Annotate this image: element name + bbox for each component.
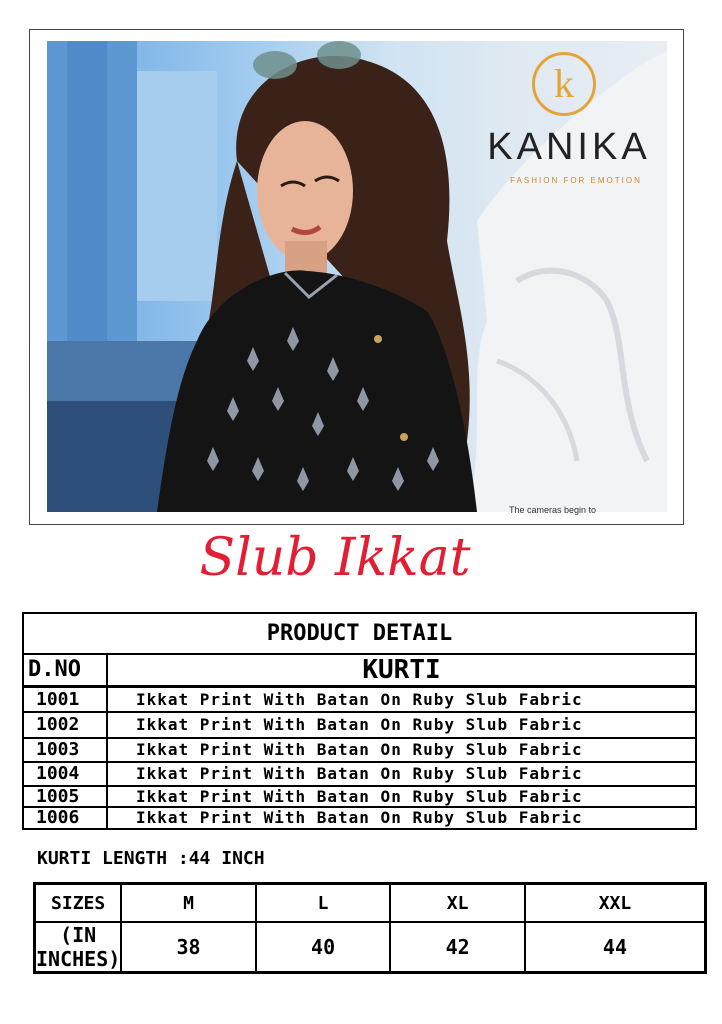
design-description: Ikkat Print With Batan On Ruby Slub Fabric bbox=[136, 808, 583, 827]
photo-caption: The cameras begin to bbox=[509, 505, 597, 515]
kurti-length: KURTI LENGTH :44 INCH bbox=[37, 848, 265, 869]
product-detail-title: PRODUCT DETAIL bbox=[24, 614, 695, 655]
size-cell: XL bbox=[390, 884, 525, 923]
table-row bbox=[24, 763, 695, 787]
design-number: 1002 bbox=[24, 713, 108, 737]
size-cell: M bbox=[121, 884, 256, 923]
logo-circle-icon bbox=[532, 52, 596, 116]
table-row bbox=[24, 808, 695, 828]
logo-initial: k bbox=[554, 61, 574, 106]
table-row bbox=[24, 688, 695, 713]
design-number: 1006 bbox=[24, 808, 108, 828]
sunglasses-lens-left bbox=[253, 51, 297, 79]
measurement-cell: 44 bbox=[525, 922, 706, 973]
sizes-label: SIZES bbox=[35, 884, 122, 923]
design-description: Ikkat Print With Batan On Ruby Slub Fabric bbox=[136, 690, 583, 709]
column-header-dno: D.NO bbox=[24, 655, 108, 685]
size-row bbox=[35, 884, 706, 923]
face bbox=[257, 121, 353, 261]
collection-title: Slub Ikkat bbox=[199, 528, 471, 588]
column-header-kurti: KURTI bbox=[362, 655, 441, 685]
brand-logo bbox=[474, 48, 664, 198]
design-description: Ikkat Print With Batan On Ruby Slub Fabric bbox=[136, 740, 583, 759]
size-cell: XXL bbox=[525, 884, 706, 923]
table-row bbox=[24, 787, 695, 808]
table-row bbox=[24, 713, 695, 739]
bg-panel bbox=[137, 71, 217, 301]
design-number: 1004 bbox=[24, 763, 108, 785]
bg-column bbox=[67, 41, 107, 341]
design-number: 1005 bbox=[24, 787, 108, 806]
design-description: Ikkat Print With Batan On Ruby Slub Fabric bbox=[136, 764, 583, 783]
size-cell: L bbox=[256, 884, 391, 923]
product-detail-header bbox=[24, 655, 695, 688]
brand-tagline: FASHION FOR EMOTION bbox=[510, 176, 642, 185]
table-row bbox=[24, 739, 695, 763]
kurti-button bbox=[374, 335, 382, 343]
design-number: 1001 bbox=[24, 688, 108, 711]
measurement-row bbox=[35, 922, 706, 973]
measurement-cell: 38 bbox=[121, 922, 256, 973]
measurement-cell: 42 bbox=[390, 922, 525, 973]
product-detail-table bbox=[22, 612, 697, 830]
design-description: Ikkat Print With Batan On Ruby Slub Fabric bbox=[136, 715, 583, 734]
brand-name: KANIKA bbox=[487, 126, 651, 168]
inches-label: (IN INCHES) bbox=[36, 923, 121, 971]
kurti-button bbox=[400, 433, 408, 441]
design-number: 1003 bbox=[24, 739, 108, 761]
measurement-cell: 40 bbox=[256, 922, 391, 973]
sunglasses-lens-right bbox=[317, 41, 361, 69]
design-description: Ikkat Print With Batan On Ruby Slub Fabric bbox=[136, 787, 583, 806]
size-chart bbox=[33, 882, 707, 974]
